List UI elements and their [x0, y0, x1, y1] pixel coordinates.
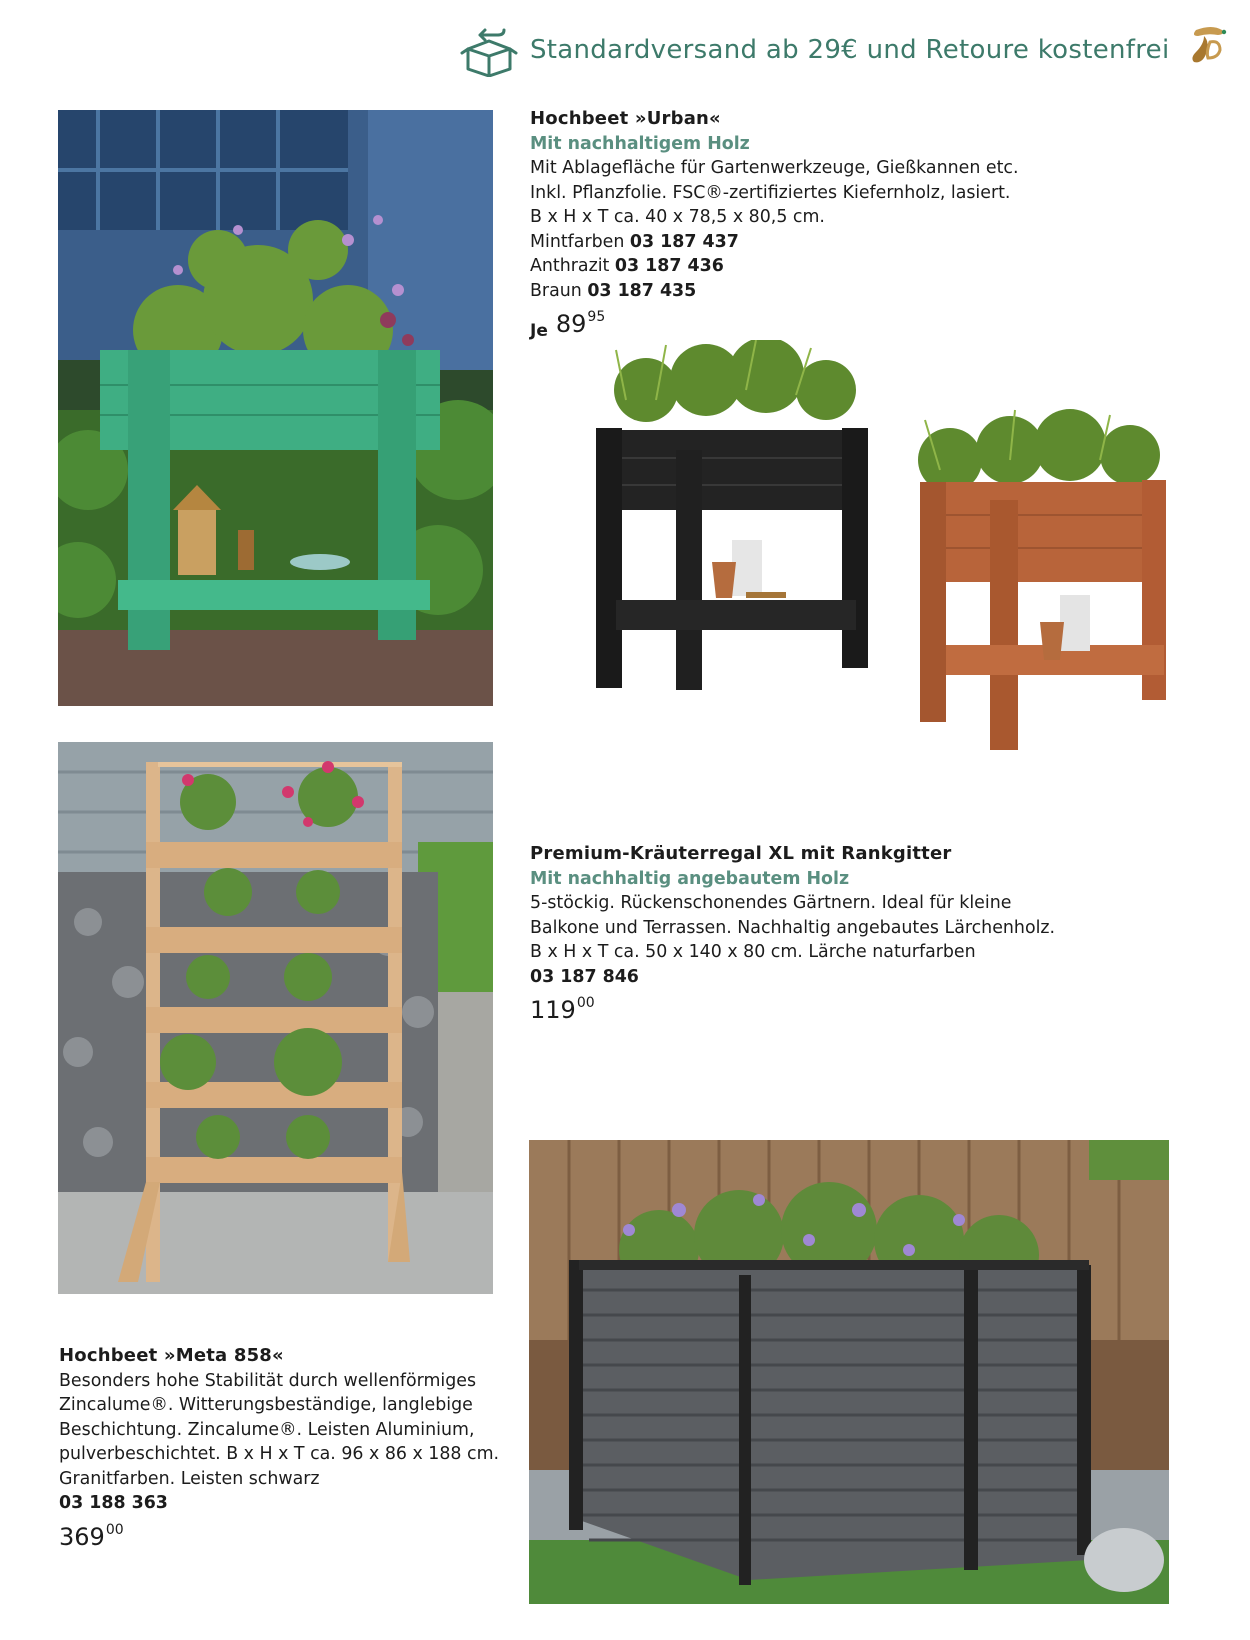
price-cents: 95: [587, 309, 606, 325]
product-price: [59, 1522, 519, 1552]
price-cents: 00: [576, 995, 595, 1011]
variant-braun: [530, 279, 1230, 304]
product-description-line: 5-stöckig. Rückenschonendes Gärtnern. Ideal für kleine: [530, 893, 1012, 913]
product-dimensions: B x H x T ca. 50 x 140 x 80 cm. Lärche naturfarben: [530, 942, 976, 962]
tchibo-bean-logo[interactable]: [1186, 22, 1230, 66]
product-subtitle: Mit nachhaltig angebautem Holz: [530, 868, 850, 889]
variant-color: Mintfarben: [530, 231, 625, 252]
variant-color: Anthrazit: [530, 256, 610, 276]
variant-mintfarben: [530, 230, 1230, 255]
product-description-line: Besonders hohe Stabilität durch wellenförmiges: [59, 1370, 477, 1391]
product-description-line: Mit Ablagefläche für Gartenwerkzeuge, Gießkannen etc.: [530, 158, 1019, 178]
product-color-info: Granitfarben. Leisten schwarz: [59, 1468, 320, 1489]
article-number[interactable]: 03 187 846: [530, 966, 639, 987]
product-title: Hochbeet »Urban«: [530, 108, 721, 129]
product-dimensions: B x H x T ca. 40 x 78,5 x 80,5 cm.: [530, 207, 825, 227]
product-hochbeet-meta-858: [59, 1344, 519, 1552]
photo-hochbeet-meta-858: [529, 1140, 1169, 1604]
photo-hochbeet-urban-mint: [58, 110, 493, 706]
article-number[interactable]: 03 188 363: [59, 1493, 168, 1513]
price-prefix: Je: [530, 321, 548, 341]
product-description-line: Balkone und Terrassen. Nachhaltig angebautes Lärchenholz.: [530, 917, 1056, 938]
product-description-line: Beschichtung. Zincalume®. Leisten Aluminium,: [59, 1419, 475, 1440]
photo-hochbeet-urban-braun: [900, 400, 1180, 750]
article-number[interactable]: 03 187 435: [587, 280, 697, 301]
product-price: [530, 995, 1230, 1025]
product-title: Hochbeet »Meta 858«: [59, 1345, 284, 1366]
product-price: [530, 309, 1230, 344]
price-euros: 89: [555, 310, 587, 338]
photo-kraeuterregal: [58, 742, 493, 1294]
shipping-banner: [460, 22, 1170, 78]
shipping-box-return-icon: [460, 23, 518, 77]
product-subtitle: Mit nachhaltigem Holz: [530, 133, 750, 154]
shipping-text: Standardversand ab 29€ und Retoure kostenfrei: [530, 35, 1170, 65]
product-description-line: Inkl. Pflanzfolie. FSC®-zertifiziertes Kiefernholz, lasiert.: [530, 182, 1011, 203]
product-kraeuterregal: [530, 842, 1230, 1025]
variant-color: Braun: [530, 280, 582, 301]
article-number[interactable]: 03 187 437: [629, 231, 739, 252]
article-number[interactable]: 03 187 436: [614, 256, 724, 276]
product-description-line: Zincalume®. Witterungsbeständige, langlebige: [59, 1395, 473, 1415]
price-euros: 369: [59, 1522, 105, 1551]
product-title: Premium-Kräuterregal XL mit Rankgitter: [530, 843, 952, 864]
photo-hochbeet-urban-anthrazit: [596, 340, 881, 700]
price-euros: 119: [530, 996, 576, 1024]
price-cents: 00: [105, 1521, 124, 1538]
product-dimensions: pulverbeschichtet. B x H x T ca. 96 x 86 x 188 cm.: [59, 1444, 500, 1464]
variant-anthrazit: [530, 254, 1230, 279]
product-hochbeet-urban: [530, 107, 1230, 344]
